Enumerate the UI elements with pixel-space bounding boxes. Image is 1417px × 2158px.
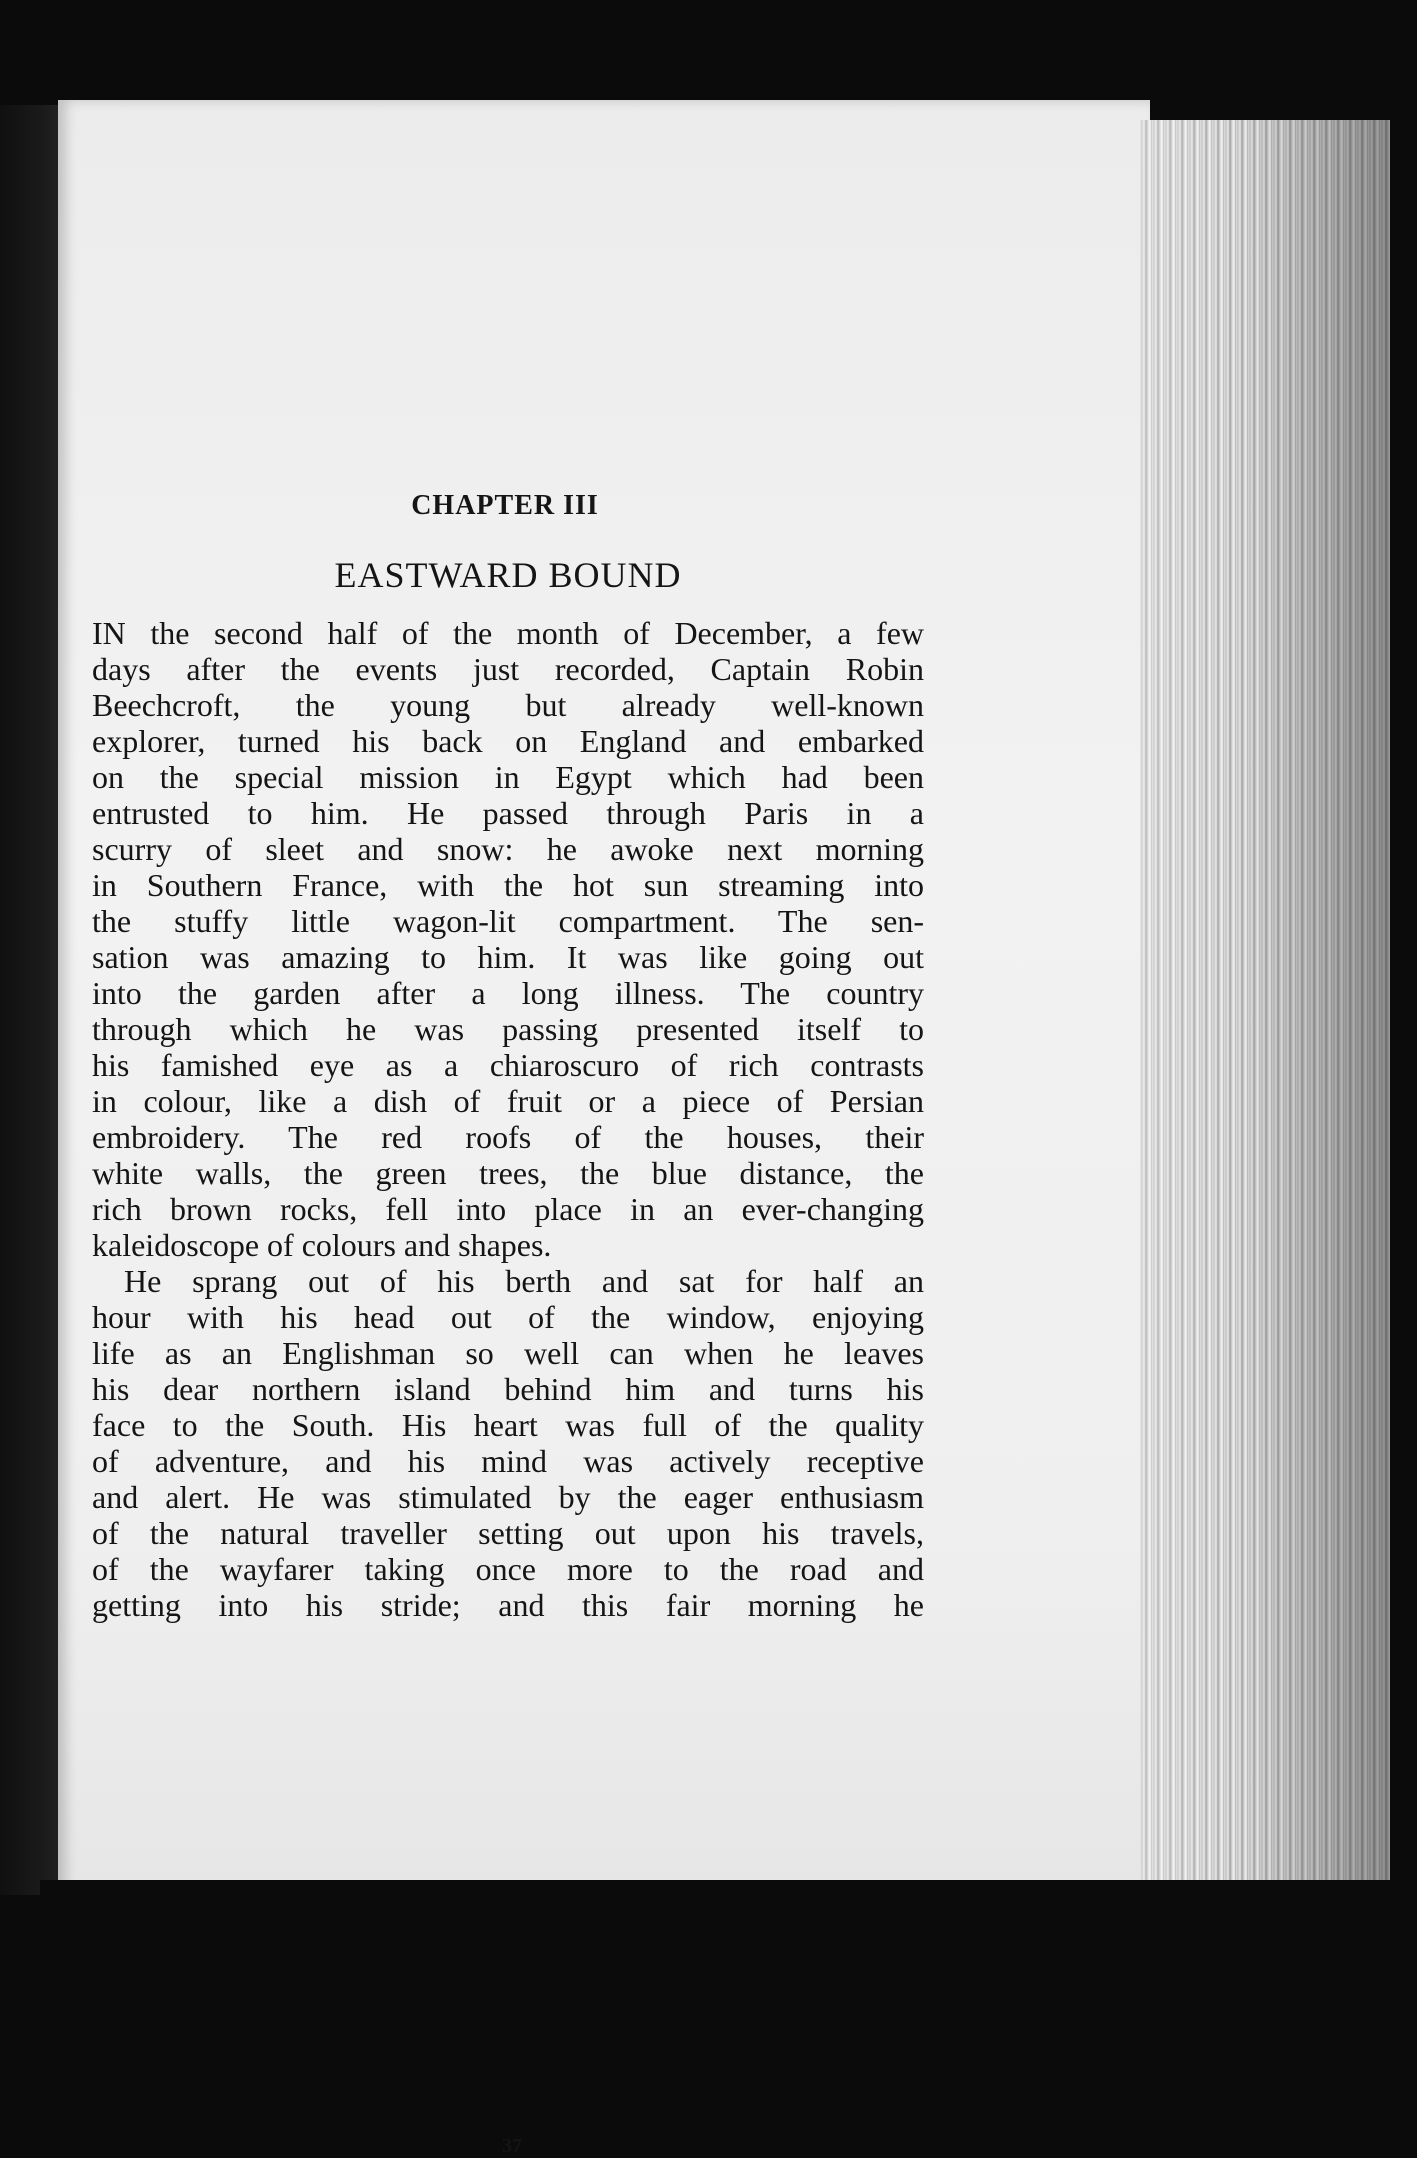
text-line: white walls, the green trees, the blue distance, the — [92, 1155, 924, 1191]
text-line: scurry of sleet and snow: he awoke next morning — [92, 831, 924, 867]
page-stack-edge — [1140, 120, 1390, 1895]
chapter-title: EASTWARD BOUND — [334, 555, 682, 595]
text-line: on the special mission in Egypt which had been — [92, 759, 924, 795]
text-line: into the garden after a long illness. The country — [92, 975, 924, 1011]
text-line: life as an Englishman so well can when he leaves — [92, 1335, 924, 1371]
text-line: sation was amazing to him. It was like going out — [92, 939, 924, 975]
text-line: in colour, like a dish of fruit or a piece of Persian — [92, 1083, 924, 1119]
text-line: of adventure, and his mind was actively receptive — [92, 1443, 924, 1479]
text-line: Beechcroft, the young but already well-known — [92, 687, 924, 723]
text-line: explorer, turned his back on England and embarked — [92, 723, 924, 759]
text-line: IN the second half of the month of December, a few — [92, 615, 924, 651]
text-line: getting into his stride; and this fair morning he — [92, 1587, 924, 1623]
text-line: the stuffy little wagon-lit compartment. The sen- — [92, 903, 924, 939]
text-line: He sprang out of his berth and sat for half an — [124, 1263, 924, 1299]
page-number: 37 — [502, 2135, 522, 2157]
text-line: face to the South. His heart was full of the quality — [92, 1407, 924, 1443]
text-line: rich brown rocks, fell into place in an ever-changing — [92, 1191, 924, 1227]
text-line: his famished eye as a chiaroscuro of rich contrasts — [92, 1047, 924, 1083]
chapter-number: CHAPTER III — [411, 490, 599, 521]
text-line: of the wayfarer taking once more to the road and — [92, 1551, 924, 1587]
text-line: kaleidoscope of colours and shapes. — [92, 1227, 552, 1263]
body-text — [92, 615, 924, 1623]
left-page-edge — [0, 105, 60, 1895]
text-line: his dear northern island behind him and turns his — [92, 1371, 924, 1407]
text-line: of the natural traveller setting out upon his travels, — [92, 1515, 924, 1551]
bottom-shadow — [40, 1880, 1390, 1910]
text-line: embroidery. The red roofs of the houses, their — [92, 1119, 924, 1155]
text-line: through which he was passing presented itself to — [92, 1011, 924, 1047]
text-line: in Southern France, with the hot sun streaming into — [92, 867, 924, 903]
text-line: entrusted to him. He passed through Paris in a — [92, 795, 924, 831]
text-line: hour with his head out of the window, enjoying — [92, 1299, 924, 1335]
text-line: and alert. He was stimulated by the eager enthusiasm — [92, 1479, 924, 1515]
text-line: days after the events just recorded, Captain Robin — [92, 651, 924, 687]
